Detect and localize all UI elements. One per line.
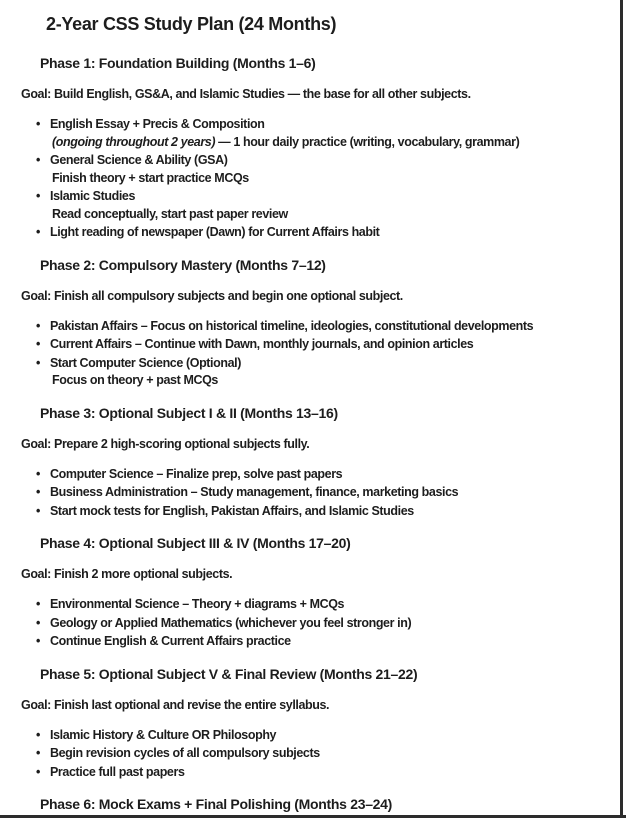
list-item-subtext: Finish theory + start practice MCQs [52, 170, 249, 185]
phase-section [0, 255, 626, 390]
list-item-text: Start Computer Science (Optional) [50, 355, 241, 370]
bullet-icon: • [36, 117, 40, 131]
subtext-italic-segment: (ongoing throughout 2 years) [52, 134, 216, 149]
bullet-icon: • [36, 153, 40, 167]
list-item-text: Start mock tests for English, Pakistan Affairs, and Islamic Studies [50, 503, 414, 518]
list-item-text: Continue English & Current Affairs practice [50, 634, 291, 648]
bullet-list [0, 727, 626, 782]
list-item [36, 615, 626, 633]
list-item [36, 596, 626, 614]
list-item-subtext [50, 134, 626, 152]
phase-section [0, 664, 626, 782]
bullet-icon: • [36, 634, 40, 648]
list-item-text: Environmental Science – Theory + diagrams + MCQs [50, 597, 345, 611]
list-item [36, 318, 626, 336]
list-item-text: English Essay + Precis & Composition [50, 117, 265, 131]
phase-heading: Phase 1: Foundation Building (Months 1–6) [40, 55, 316, 71]
list-item [36, 224, 626, 242]
list-item [36, 355, 626, 390]
list-item-text: Begin revision cycles of all compulsory subjects [50, 746, 320, 760]
phase-section [0, 53, 626, 242]
bullet-icon: • [36, 727, 40, 742]
list-item [36, 116, 626, 151]
list-item-text: Islamic Studies [50, 189, 136, 203]
list-item-text: General Science & Ability (GSA) [50, 153, 228, 167]
bullet-icon: • [36, 764, 40, 779]
bullet-icon: • [36, 189, 40, 203]
list-item [36, 633, 626, 651]
bullet-icon: • [36, 615, 40, 630]
list-item [36, 152, 626, 187]
page-edge-right [620, 0, 623, 818]
list-item [36, 764, 626, 782]
phase-section [0, 533, 626, 651]
bullet-icon: • [36, 485, 40, 499]
bullet-icon: • [36, 746, 40, 760]
list-item [36, 745, 626, 763]
bullet-icon: • [36, 355, 40, 370]
list-item-subtext: Focus on theory + past MCQs [52, 373, 218, 387]
bullet-icon: • [36, 597, 40, 611]
list-item-subtext: Read conceptually, start past paper review [52, 206, 288, 221]
list-item [36, 484, 626, 502]
list-item [36, 336, 626, 354]
goal-text: Goal: Finish last optional and revise the entire syllabus. [21, 697, 330, 712]
phase-heading: Phase 6: Mock Exams + Final Polishing (Months 23–24) [40, 796, 393, 812]
list-item [36, 466, 626, 484]
phase-heading: Phase 4: Optional Subject III & IV (Months 17–20) [40, 535, 351, 551]
list-item-text: Business Administration – Study management, finance, marketing basics [50, 485, 459, 499]
bullet-list [0, 318, 626, 390]
list-item-text: Current Affairs – Continue with Dawn, monthly journals, and opinion articles [50, 337, 474, 351]
phase-heading: Phase 2: Compulsory Mastery (Months 7–12) [40, 256, 326, 273]
bullet-list [0, 116, 626, 242]
phase-section [0, 794, 626, 814]
list-item [36, 727, 626, 745]
list-item-text: Geology or Applied Mathematics (whichever you feel stronger in) [50, 615, 412, 630]
bullet-list [0, 466, 626, 521]
phase-heading: Phase 5: Optional Subject V & Final Review (Months 21–22) [40, 665, 418, 682]
goal-text: Goal: Prepare 2 high-scoring optional subjects fully. [21, 436, 310, 451]
goal-text: Goal: Build English, GS&A, and Islamic Studies — the base for all other subjects. [21, 87, 471, 101]
document-title: 2-Year CSS Study Plan (24 Months) [46, 14, 337, 34]
goal-text: Goal: Finish 2 more optional subjects. [21, 567, 233, 581]
bullet-icon: • [36, 466, 40, 481]
bullet-icon: • [36, 225, 40, 239]
list-item-text: Light reading of newspaper (Dawn) for Current Affairs habit [50, 225, 380, 239]
list-item-text: Islamic History & Culture OR Philosophy [50, 727, 277, 742]
bullet-list [0, 596, 626, 651]
list-item [36, 188, 626, 223]
list-item [36, 503, 626, 521]
phase-heading: Phase 3: Optional Subject I & II (Months 13–16) [40, 404, 338, 421]
subtext-regular-segment: — 1 hour daily practice (writing, vocabulary, grammar) [215, 134, 520, 149]
list-item-text: Computer Science – Finalize prep, solve past papers [50, 466, 343, 481]
list-item-text: Practice full past papers [50, 764, 185, 779]
sections-container [0, 53, 626, 814]
bullet-icon: • [36, 337, 40, 351]
bullet-icon: • [36, 503, 40, 518]
goal-text: Goal: Finish all compulsory subjects and begin one optional subject. [21, 288, 403, 303]
bullet-icon: • [36, 318, 40, 333]
phase-section [0, 403, 626, 521]
list-item-text: Pakistan Affairs – Focus on historical timeline, ideologies, constitutional developments [50, 318, 534, 333]
